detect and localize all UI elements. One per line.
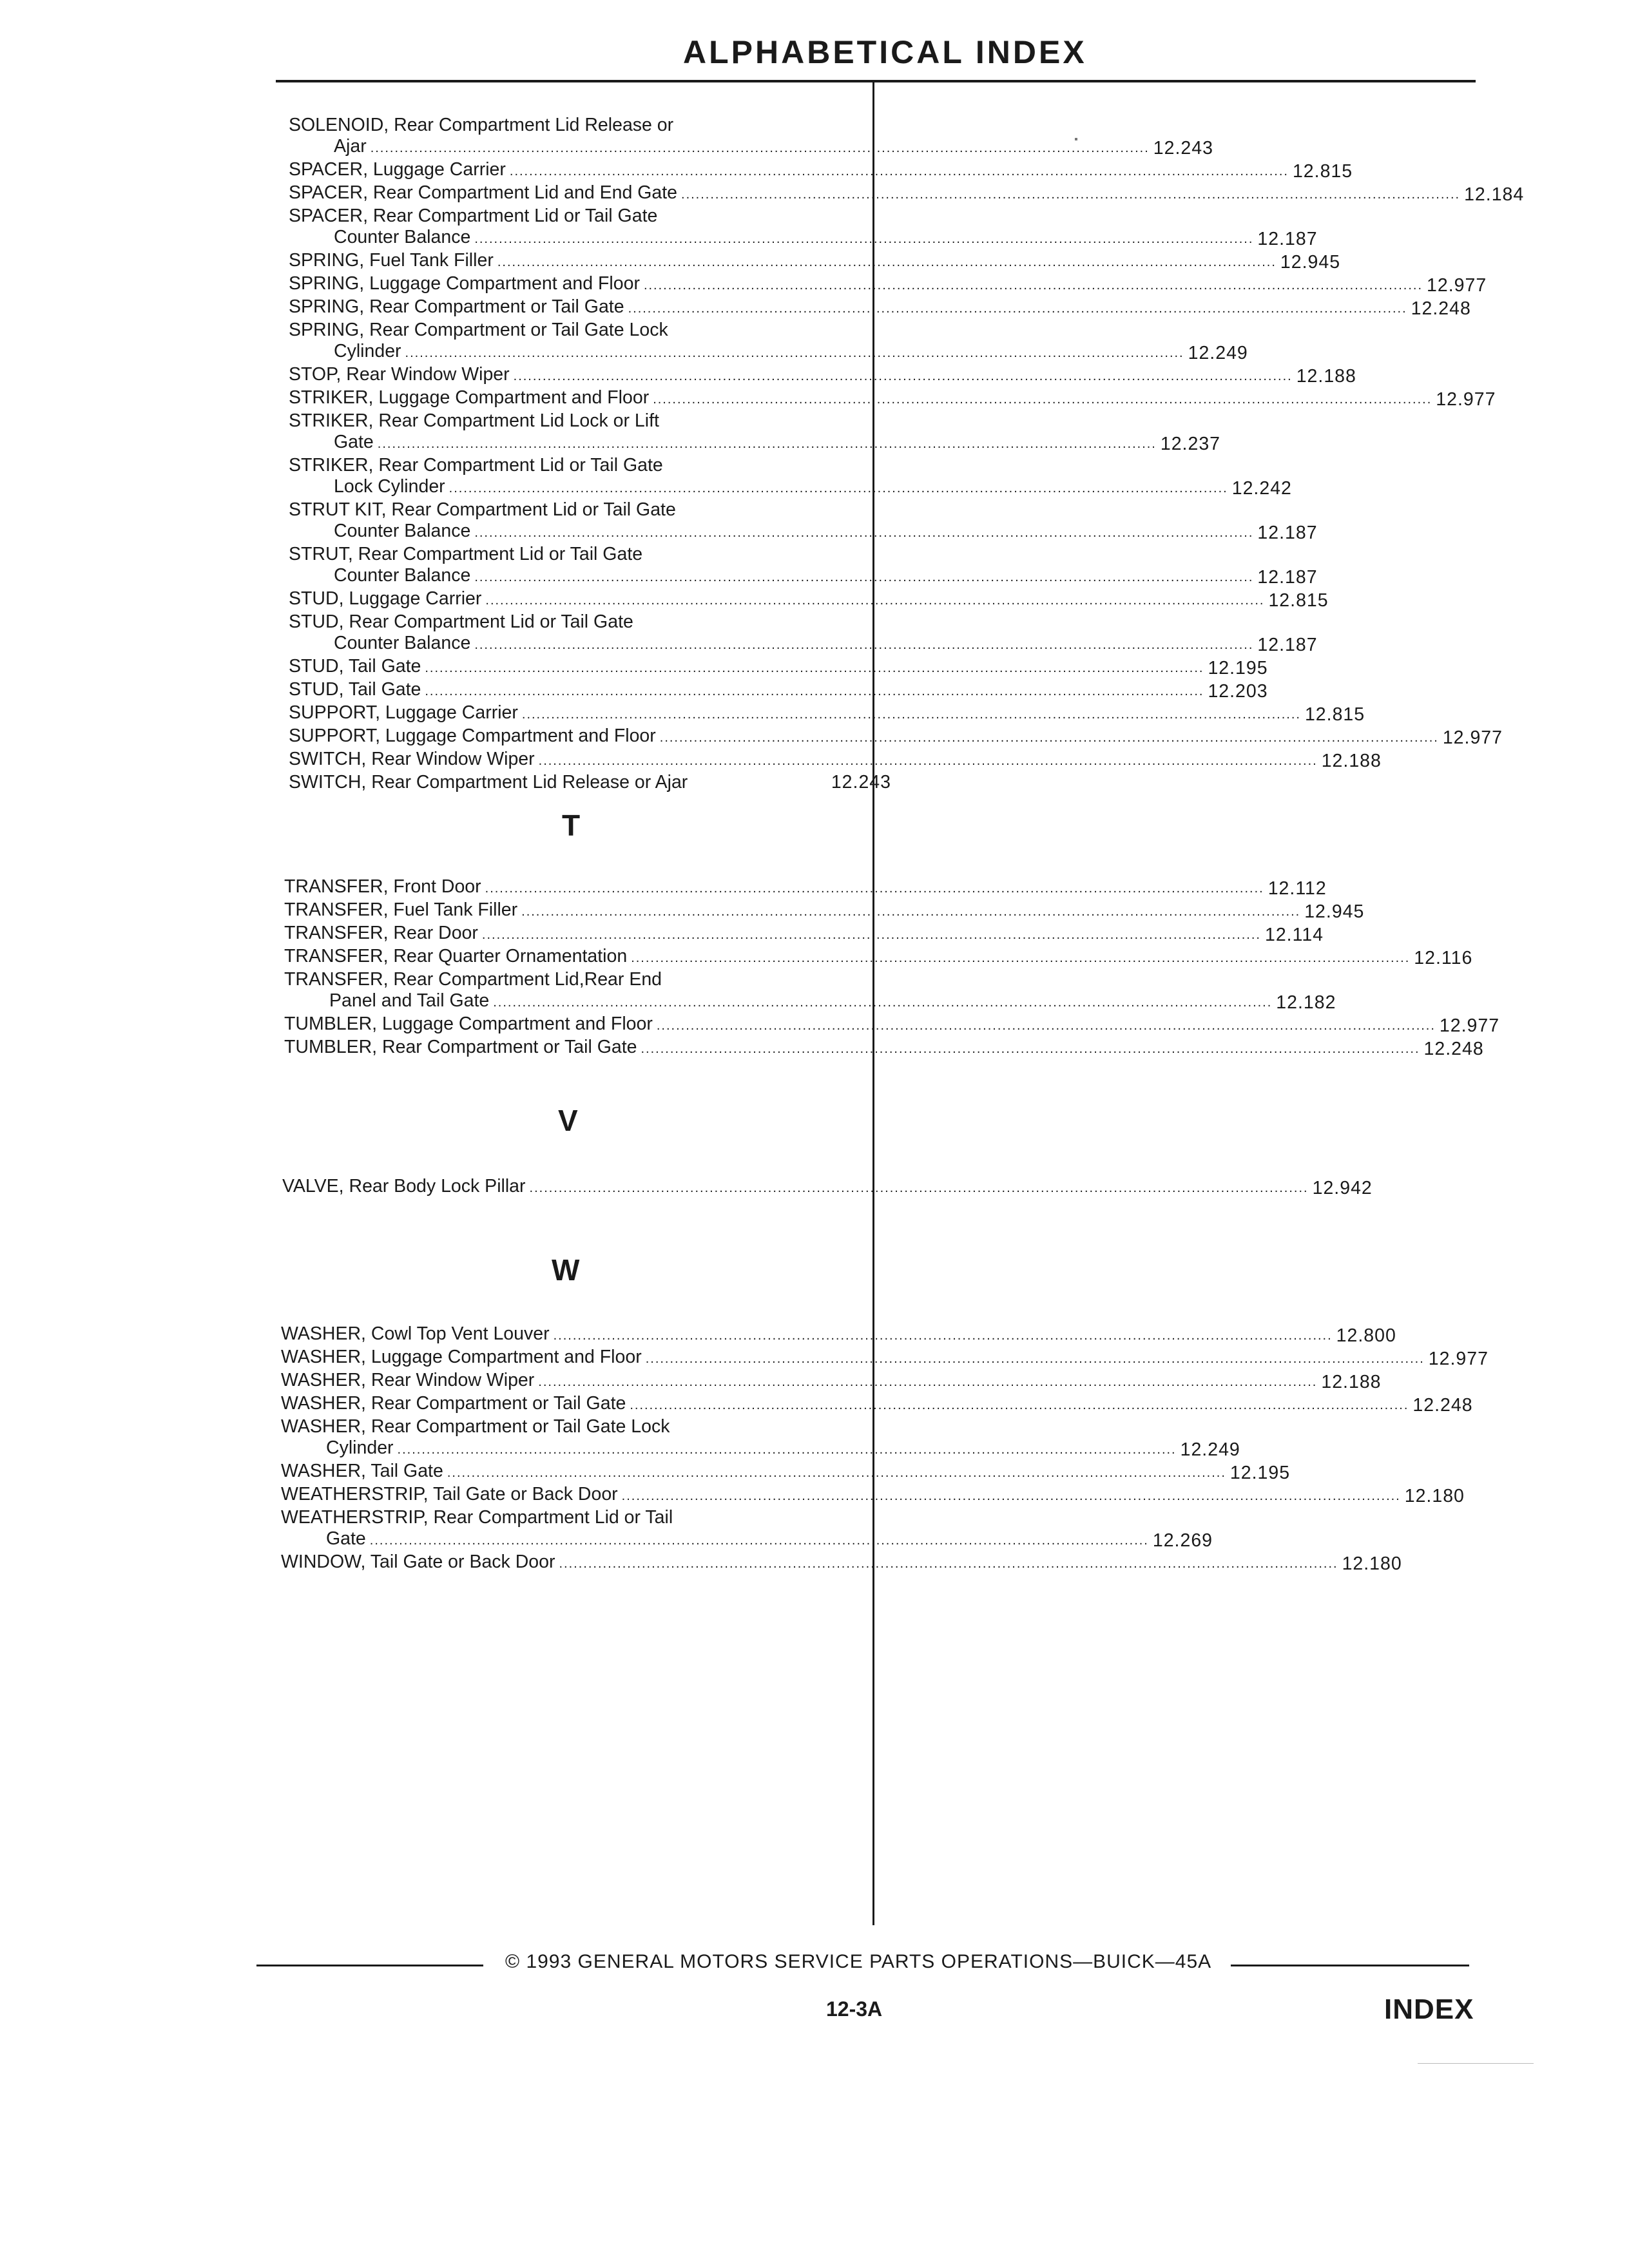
index-entry-page: 12.977 [1428, 1349, 1489, 1369]
index-entry-term [289, 656, 1208, 679]
index-entry-term [281, 1552, 1342, 1575]
index-section-v [282, 1176, 1373, 1199]
index-entry-text: STRIKER, Rear Compartment Lid Lock or Lift [289, 410, 659, 431]
index-entry [289, 588, 1329, 611]
footer-rule-left [256, 1965, 483, 1966]
dot-leader: ................................................................................................................................................................ [628, 302, 1407, 316]
index-entry-page: 12.187 [1257, 229, 1318, 249]
index-entry-text: TRANSFER, Front Door [284, 876, 481, 897]
index-entry-line [281, 1461, 1230, 1484]
index-entry-term [289, 544, 1257, 588]
index-entry-line [284, 876, 1268, 899]
index-entry-line [284, 969, 1276, 990]
index-entry-page: 12.184 [1464, 184, 1525, 205]
index-entry-text: Counter Balance [334, 633, 471, 653]
index-section-t [284, 876, 1500, 1060]
dot-leader: ................................................................................................................................................................ [529, 1181, 1309, 1195]
index-entry [289, 206, 1318, 250]
dot-leader: ................................................................................................................................................................ [425, 661, 1204, 675]
index-entry-continuation [289, 521, 1257, 544]
dot-leader: ................................................................................................................................................................ [538, 1375, 1318, 1389]
index-entry [289, 320, 1248, 364]
index-entry-page: 12.187 [1257, 523, 1318, 543]
index-entry-page: 12.195 [1208, 658, 1268, 678]
index-entry-term [289, 772, 817, 793]
index-entry [284, 969, 1336, 1014]
index-entry-page: 12.815 [1304, 704, 1365, 725]
dot-leader: ................................................................................................................................................................ [645, 1352, 1425, 1366]
index-entry-text: Counter Balance [334, 565, 471, 586]
scan-speck [1075, 138, 1077, 140]
index-entry-line [289, 499, 1257, 521]
index-entry-page: 12.945 [1304, 901, 1365, 922]
index-entry-term [289, 499, 1257, 544]
index-entry-page: 12.248 [1411, 298, 1471, 319]
index-entry-line [282, 1176, 1313, 1199]
index-entry-page: 12.188 [1296, 366, 1356, 387]
index-entry-page: 12.248 [1412, 1395, 1473, 1416]
index-entry [289, 296, 1471, 320]
index-entry-text: SPACER, Rear Compartment Lid and End Gate [289, 182, 678, 203]
index-entry-page: 12.800 [1336, 1325, 1396, 1346]
index-entry-line [284, 1037, 1424, 1060]
index-entry-line [281, 1507, 1153, 1528]
index-entry-line [289, 250, 1280, 273]
index-entry-line [284, 923, 1265, 946]
index-entry-page: 12.242 [1231, 478, 1292, 499]
index-entry-term [281, 1370, 1321, 1393]
index-entry [289, 679, 1268, 702]
index-entry-text: STRIKER, Luggage Compartment and Floor [289, 387, 650, 408]
index-entry-term [281, 1416, 1181, 1461]
dot-leader: ................................................................................................................................................................ [448, 481, 1228, 495]
index-entry-line [289, 726, 1443, 749]
dot-leader: ................................................................................................................................................................ [538, 754, 1318, 768]
index-entry-line [284, 946, 1414, 969]
index-entry-continuation [281, 1437, 1181, 1461]
index-entry-text: TRANSFER, Rear Compartment Lid,Rear End [284, 969, 662, 990]
dot-leader: ................................................................................................................................................................ [643, 278, 1423, 293]
index-entry-term [281, 1507, 1153, 1552]
dot-leader: ................................................................................................................................................................ [553, 1329, 1333, 1343]
index-entry-term [284, 923, 1265, 946]
index-entry-text: SUPPORT, Luggage Carrier [289, 702, 518, 723]
index-entry-term [281, 1323, 1336, 1347]
index-entry-text: Gate [334, 432, 374, 452]
index-entry-text: SPRING, Rear Compartment or Tail Gate [289, 296, 624, 317]
index-entry [284, 899, 1365, 923]
index-entry-text: SWITCH, Rear Compartment Lid Release or Ajar [289, 772, 688, 793]
index-entry-text: Counter Balance [334, 521, 471, 541]
index-entry-text: Gate [326, 1528, 366, 1549]
index-entry [281, 1370, 1382, 1393]
index-entry-term [289, 115, 1153, 159]
index-entry-page: 12.112 [1268, 878, 1327, 899]
index-entry-text: STOP, Rear Window Wiper [289, 364, 510, 385]
dot-leader: ................................................................................................................................................................ [653, 392, 1432, 407]
index-entry-text: SPRING, Luggage Compartment and Floor [289, 273, 640, 294]
index-entry-term [281, 1484, 1405, 1507]
index-entry-term [284, 899, 1304, 923]
dot-leader: ................................................................................................................................................................ [485, 593, 1265, 608]
index-entry-text: TRANSFER, Fuel Tank Filler [284, 899, 518, 920]
index-entry [289, 499, 1318, 544]
dot-leader: ................................................................................................................................................................ [621, 1489, 1401, 1503]
index-entry-continuation [289, 341, 1188, 364]
index-entry-line [289, 115, 1153, 136]
index-entry-line [281, 1347, 1429, 1370]
index-entry [281, 1552, 1402, 1575]
dot-leader: ................................................................................................................................................................ [474, 232, 1254, 246]
index-entry [284, 923, 1324, 946]
index-entry-page: 12.114 [1264, 925, 1324, 945]
index-entry-page: 12.180 [1404, 1486, 1465, 1506]
index-entry-page: 12.243 [831, 772, 891, 793]
dot-leader: ................................................................................................................................................................ [447, 1466, 1226, 1480]
index-entry [281, 1393, 1473, 1416]
index-entry-page: 12.116 [1414, 948, 1473, 968]
index-entry-term [282, 1176, 1313, 1199]
index-entry-text: WINDOW, Tail Gate or Back Door [281, 1552, 555, 1572]
index-entry-line [289, 273, 1427, 296]
index-entry-page: 12.977 [1439, 1015, 1500, 1036]
index-entry-line [289, 296, 1411, 320]
index-entry-line [281, 1393, 1412, 1416]
index-entry-continuation [289, 565, 1257, 588]
dot-leader: ................................................................................................................................................................ [497, 255, 1277, 269]
index-entry-text: Panel and Tail Gate [329, 990, 490, 1011]
index-entry [284, 876, 1327, 899]
index-entry-term [289, 250, 1280, 273]
index-entry-line [281, 1552, 1342, 1575]
index-entry [289, 455, 1292, 499]
index-entry [284, 946, 1473, 969]
dot-leader: ................................................................................................................................................................ [474, 570, 1254, 584]
index-entry [284, 1014, 1500, 1037]
index-entry-page: 12.188 [1321, 1372, 1382, 1392]
index-entry-page: 12.195 [1229, 1463, 1291, 1483]
index-entry-continuation [289, 227, 1257, 250]
index-entry-text: SPRING, Fuel Tank Filler [289, 250, 494, 271]
header-rule [276, 80, 1476, 82]
index-entry-term [289, 273, 1427, 296]
index-entry-text: TUMBLER, Rear Compartment or Tail Gate [284, 1037, 637, 1057]
index-entry-term [289, 206, 1257, 250]
index-entry-term [289, 159, 1293, 182]
dot-leader: ................................................................................................................................................................ [397, 1443, 1177, 1457]
index-entry-term [284, 946, 1414, 969]
index-entry-line [281, 1416, 1181, 1437]
index-entry-text: TRANSFER, Rear Quarter Ornamentation [284, 946, 628, 966]
index-entry-page: 12.249 [1180, 1439, 1240, 1460]
index-entry [289, 749, 1382, 772]
index-entry-text: WEATHERSTRIP, Tail Gate or Back Door [281, 1484, 618, 1504]
index-entry-text: VALVE, Rear Body Lock Pillar [282, 1176, 526, 1196]
index-entry-text: WASHER, Luggage Compartment and Floor [281, 1347, 642, 1367]
index-section-w [281, 1323, 1489, 1575]
index-entry-term [289, 364, 1296, 387]
index-entry-text: Lock Cylinder [334, 476, 445, 497]
index-entry-text: STRUT, Rear Compartment Lid or Tail Gate [289, 544, 643, 564]
index-entry-text: SPACER, Luggage Carrier [289, 159, 506, 180]
index-entry-text: WASHER, Rear Compartment or Tail Gate Lock [281, 1416, 670, 1437]
index-entry [289, 273, 1487, 296]
index-entry-page: 12.203 [1208, 681, 1268, 702]
dot-leader: ................................................................................................................................................................ [659, 731, 1439, 745]
index-entry [289, 182, 1525, 206]
index-entry-term [289, 182, 1464, 206]
index-entry-text: STUD, Luggage Carrier [289, 588, 482, 609]
dot-leader: ................................................................................................................................................................ [370, 141, 1150, 155]
index-entry [289, 772, 891, 793]
index-entry-line [281, 1484, 1405, 1507]
index-entry-term [289, 702, 1305, 726]
index-entry-term [281, 1393, 1412, 1416]
index-entry-line [289, 364, 1296, 387]
index-entry-continuation [281, 1528, 1153, 1552]
index-entry-text: TRANSFER, Rear Door [284, 923, 478, 943]
dot-leader: ................................................................................................................................................................ [641, 1042, 1420, 1056]
index-entry-term [289, 455, 1232, 499]
index-entry-line [289, 410, 1161, 432]
index-entry-line [289, 702, 1305, 726]
index-entry-term [281, 1461, 1230, 1484]
index-entry [289, 656, 1268, 679]
index-entry [281, 1461, 1291, 1484]
index-entry-text: SUPPORT, Luggage Compartment and Floor [289, 726, 656, 746]
index-entry-text: SPRING, Rear Compartment or Tail Gate Lock [289, 320, 668, 340]
dot-leader: ................................................................................................................................................................ [485, 881, 1264, 896]
index-entry [289, 410, 1221, 455]
dot-leader: ................................................................................................................................................................ [631, 951, 1411, 965]
index-entry-text: WEATHERSTRIP, Rear Compartment Lid or Tail [281, 1507, 673, 1528]
index-entry [282, 1176, 1373, 1199]
dot-leader: ................................................................................................................................................................ [405, 346, 1184, 360]
index-entry-text: WASHER, Rear Compartment or Tail Gate [281, 1393, 626, 1414]
dot-leader: ................................................................................................................................................................ [630, 1398, 1409, 1412]
index-entry-text: STUD, Tail Gate [289, 679, 421, 700]
dot-leader: ................................................................................................................................................................ [559, 1557, 1338, 1571]
index-entry [281, 1484, 1465, 1507]
index-entry-line [289, 387, 1436, 410]
index-entry-term [289, 320, 1188, 364]
dot-leader: ................................................................................................................................................................ [474, 638, 1254, 652]
index-entry-continuation [284, 990, 1276, 1014]
index-entry-continuation [289, 136, 1153, 159]
index-entry-term [289, 588, 1268, 611]
index-entry-text: STUD, Tail Gate [289, 656, 421, 677]
index-entry-line [289, 159, 1293, 182]
index-entry-page: 12.249 [1188, 343, 1248, 363]
index-entry-term [284, 1037, 1424, 1060]
dot-leader: ................................................................................................................................................................ [369, 1533, 1149, 1548]
index-entry-line [289, 206, 1257, 227]
dot-leader: ................................................................................................................................................................ [425, 684, 1204, 698]
index-entry-page: 12.815 [1292, 161, 1353, 182]
page-title: ALPHABETICAL INDEX [683, 34, 1087, 70]
index-entry [289, 115, 1213, 159]
index-entry-term [284, 969, 1276, 1014]
index-entry-term [289, 296, 1411, 320]
index-entry-line [289, 611, 1257, 633]
index-entry-line [281, 1370, 1321, 1393]
index-entry-line [289, 679, 1208, 702]
index-entry [281, 1323, 1396, 1347]
index-entry-page: 12.942 [1312, 1178, 1373, 1198]
index-entry-text: Ajar [334, 136, 367, 157]
dot-leader: ................................................................................................................................................................ [474, 526, 1254, 540]
index-entry-text: TUMBLER, Luggage Compartment and Floor [284, 1014, 653, 1034]
index-entry [289, 364, 1356, 387]
index-entry-line [289, 182, 1464, 206]
index-entry-text: Counter Balance [334, 227, 471, 247]
dot-leader: ................................................................................................................................................................ [681, 187, 1461, 202]
index-entry-page: 12.977 [1442, 727, 1503, 748]
dot-leader: ................................................................................................................................................................ [481, 928, 1261, 942]
index-entry-page: 12.269 [1152, 1530, 1213, 1551]
index-entry-page: 12.977 [1427, 275, 1487, 296]
index-entry-term [289, 410, 1161, 455]
index-entry [289, 702, 1365, 726]
index-entry-text: Cylinder [326, 1437, 394, 1458]
index-entry [289, 387, 1496, 410]
index-entry-line [289, 749, 1322, 772]
index-entry-text: WASHER, Rear Window Wiper [281, 1370, 535, 1390]
index-entry-page: 12.182 [1276, 992, 1336, 1013]
index-entry-page: 12.187 [1257, 567, 1318, 588]
footer-section-name: INDEX [1384, 1994, 1474, 2025]
dot-leader: ................................................................................................................................................................ [656, 1019, 1436, 1033]
footer-rule-right [1231, 1965, 1469, 1966]
index-entry-continuation [289, 432, 1161, 455]
index-entry-term [289, 611, 1257, 656]
index-entry-line [284, 1014, 1440, 1037]
index-entry-text: Cylinder [334, 341, 401, 361]
dot-leader: ................................................................................................................................................................ [509, 164, 1289, 178]
index-entry [289, 726, 1503, 749]
section-letter-v: V [558, 1104, 578, 1137]
index-entry-continuation [289, 476, 1232, 499]
index-entry [281, 1347, 1489, 1370]
index-entry-line [289, 320, 1188, 341]
index-entry-line [289, 544, 1257, 565]
index-entry-page: 12.945 [1280, 252, 1341, 273]
index-entry-page: 12.248 [1423, 1039, 1484, 1059]
index-section-s [289, 115, 1525, 793]
index-entry-line [284, 899, 1304, 923]
footer-copyright: © 1993 GENERAL MOTORS SERVICE PARTS OPERATIONS—BUICK—45A [505, 1951, 1212, 1972]
index-entry-page: 12.237 [1160, 434, 1221, 454]
scan-speck [1418, 2063, 1534, 2064]
index-entry-continuation [289, 633, 1257, 656]
dot-leader: ................................................................................................................................................................ [521, 707, 1301, 722]
index-entry [289, 159, 1353, 182]
dot-leader: ................................................................................................................................................................ [493, 995, 1273, 1010]
index-entry-text: STUD, Rear Compartment Lid or Tail Gate [289, 611, 633, 632]
index-entry-term [289, 749, 1322, 772]
index-entry-text: STRUT KIT, Rear Compartment Lid or Tail Gate [289, 499, 676, 520]
index-entry-page: 12.243 [1153, 138, 1213, 159]
index-entry [289, 611, 1318, 656]
index-entry [281, 1507, 1213, 1552]
index-entry-page: 12.977 [1436, 389, 1496, 410]
index-entry-text: SPACER, Rear Compartment Lid or Tail Gate [289, 206, 658, 226]
dot-leader: ................................................................................................................................................................ [521, 905, 1301, 919]
index-entry [289, 250, 1341, 273]
index-entry-page: 12.180 [1342, 1553, 1402, 1574]
index-entry-text: SOLENOID, Rear Compartment Lid Release or [289, 115, 674, 135]
dot-leader: ................................................................................................................................................................ [513, 369, 1293, 383]
index-entry-term [289, 726, 1443, 749]
index-entry [281, 1416, 1240, 1461]
index-entry-line [289, 656, 1208, 679]
index-entry-term [281, 1347, 1429, 1370]
index-entry-text: WASHER, Cowl Top Vent Louver [281, 1323, 550, 1344]
index-entry-text: SWITCH, Rear Window Wiper [289, 749, 535, 769]
index-entry-page: 12.188 [1321, 751, 1382, 771]
section-letter-w: W [552, 1253, 580, 1287]
index-entry-term [284, 1014, 1440, 1037]
section-letter-t: T [562, 809, 581, 842]
index-entry-page: 12.187 [1257, 635, 1318, 655]
index-entry-term [284, 876, 1268, 899]
index-entry-term [289, 679, 1208, 702]
index-entry-text: STRIKER, Rear Compartment Lid or Tail Gate [289, 455, 663, 476]
index-entry-text: WASHER, Tail Gate [281, 1461, 443, 1481]
index-entry [284, 1037, 1484, 1060]
footer-page-number: 12-3A [826, 1997, 883, 2021]
index-entry [289, 544, 1318, 588]
index-entry-line [289, 588, 1268, 611]
index-entry-page: 12.815 [1268, 590, 1329, 611]
index-entry-line [289, 772, 817, 793]
index-entry-line [289, 455, 1232, 476]
index-entry-line [281, 1323, 1336, 1347]
dot-leader: ................................................................................................................................................................ [377, 437, 1157, 451]
index-entry-term [289, 387, 1436, 410]
